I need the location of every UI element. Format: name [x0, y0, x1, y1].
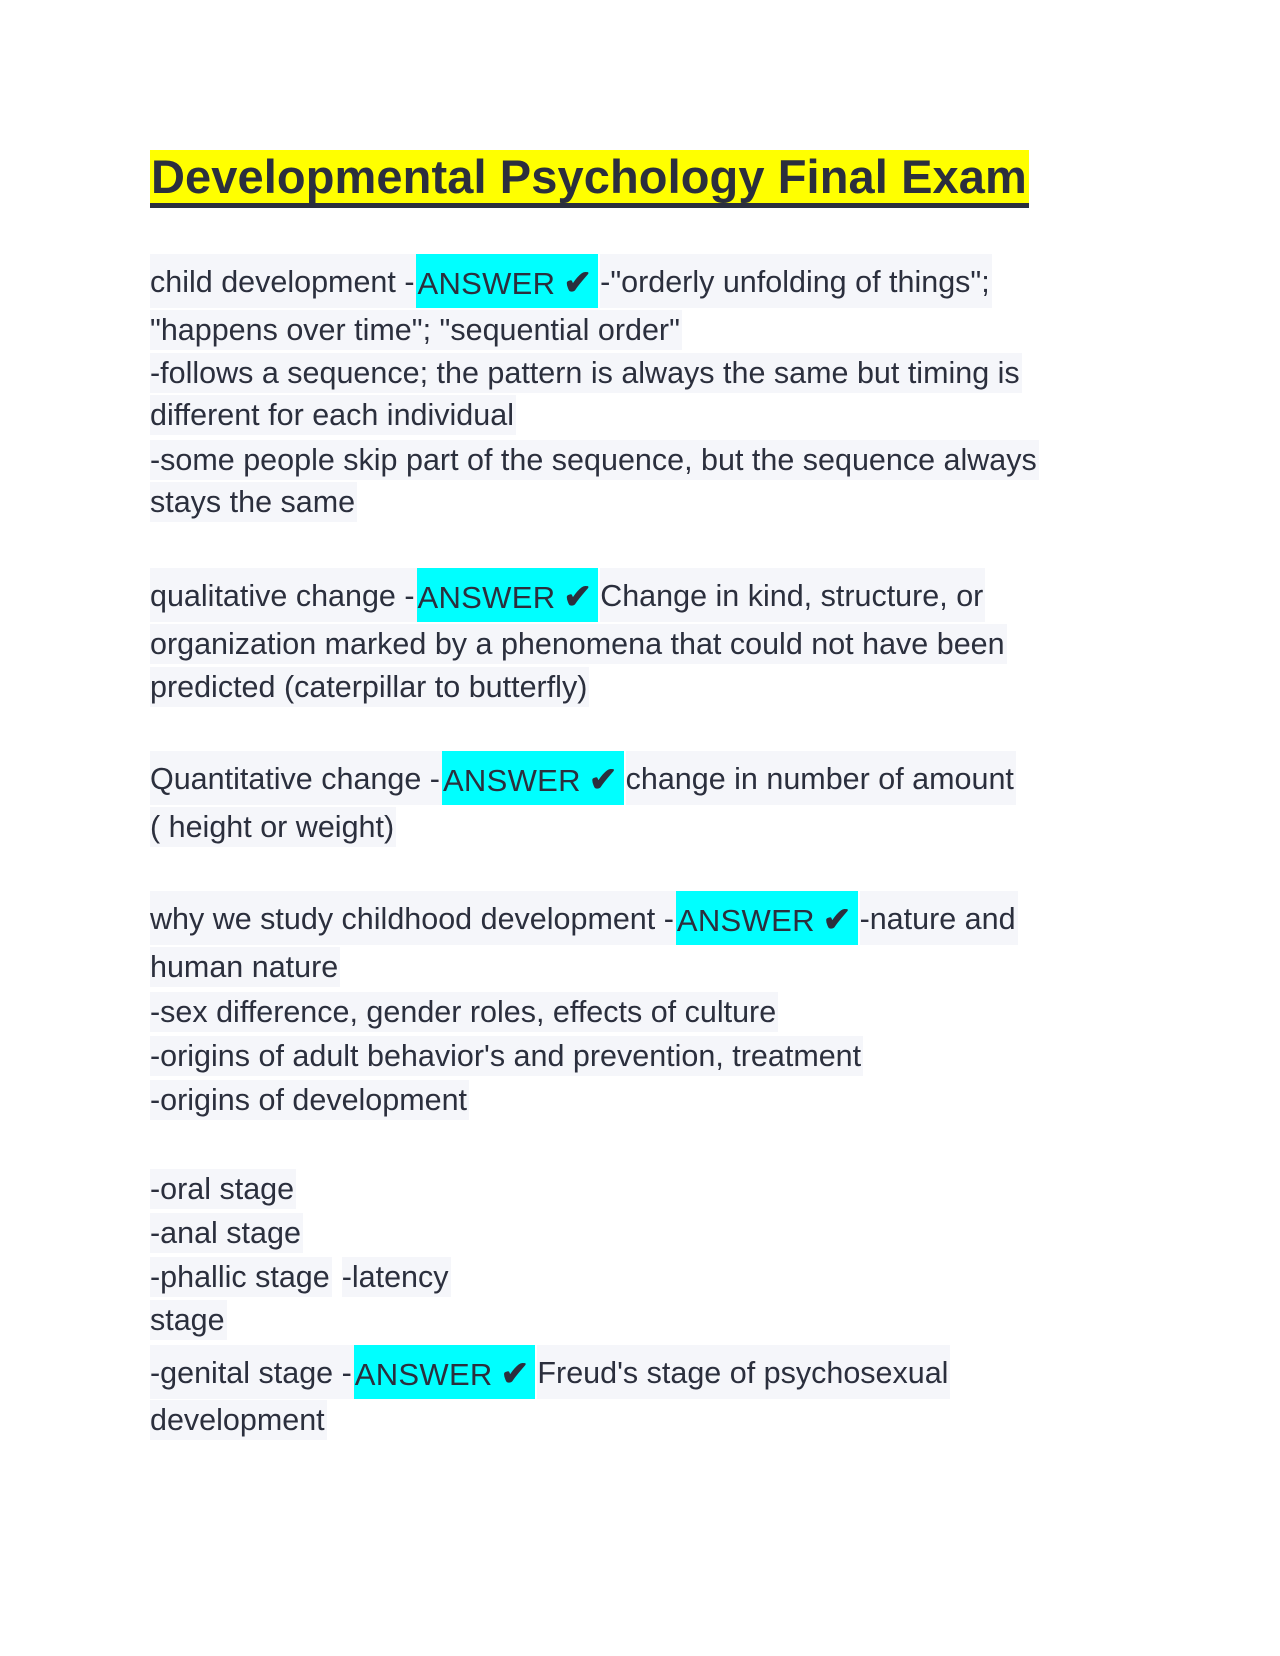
- card-3-term: Quantitative change -: [150, 751, 442, 805]
- document-title: Developmental Psychology Final Exam: [150, 150, 1029, 208]
- card-1-answer-start: -"orderly unfolding of things";: [600, 254, 992, 308]
- card-4-answer-line: -sex difference, gender roles, effects of culture: [150, 992, 778, 1032]
- answer-label: ANSWER: [354, 1357, 493, 1392]
- card-5-question-line: [150, 1345, 950, 1399]
- card-1-answer-line: stays the same: [150, 482, 357, 522]
- answer-badge: [354, 1345, 536, 1399]
- card-1-question-line: [150, 254, 992, 308]
- card-5-term: -genital stage -: [150, 1345, 354, 1399]
- card-5-stage-line: stage: [150, 1300, 227, 1340]
- card-5-stage-line: -anal stage: [150, 1213, 303, 1253]
- card-4-answer-line: -origins of development: [150, 1080, 469, 1120]
- check-icon: ✔: [500, 1355, 530, 1393]
- card-5-stage-line: -latency: [342, 1257, 451, 1297]
- card-2-answer-line: predicted (caterpillar to butterfly): [150, 667, 589, 707]
- card-4-question-line: [150, 891, 1018, 945]
- check-icon: ✔: [822, 901, 852, 939]
- card-4-answer-line: -origins of adult behavior's and prevention, treatment: [150, 1036, 863, 1076]
- card-5-answer-start: Freud's stage of psychosexual: [537, 1345, 950, 1399]
- check-icon: ✔: [563, 578, 593, 616]
- card-1-answer-line: "happens over time"; "sequential order": [150, 310, 682, 350]
- answer-badge: [417, 568, 599, 622]
- card-2-answer-line: organization marked by a phenomena that could not have been: [150, 624, 1007, 664]
- card-2-answer-start: Change in kind, structure, or: [600, 568, 985, 622]
- card-5-answer-line: development: [150, 1400, 327, 1440]
- card-5-stage-line: -oral stage: [150, 1169, 296, 1209]
- check-icon: ✔: [563, 264, 593, 302]
- card-4-term: why we study childhood development -: [150, 891, 676, 945]
- card-4-answer-start: -nature and: [860, 891, 1018, 945]
- card-4-answer-line: human nature: [150, 947, 340, 987]
- card-3-answer-line: ( height or weight): [150, 807, 396, 847]
- card-1-answer-line: -follows a sequence; the pattern is always the same but timing is: [150, 353, 1022, 393]
- card-1-term: child development -: [150, 254, 416, 308]
- answer-badge: [676, 891, 858, 945]
- card-3-answer-start: change in number of amount: [626, 751, 1016, 805]
- card-1-answer-line: -some people skip part of the sequence, but the sequence always: [150, 440, 1039, 480]
- answer-label: ANSWER: [676, 903, 815, 938]
- answer-badge: [442, 751, 624, 805]
- answer-badge: [416, 254, 598, 308]
- card-5-stage-line: -phallic stage: [150, 1257, 332, 1297]
- card-2-term: qualitative change -: [150, 568, 417, 622]
- answer-label: ANSWER: [417, 266, 556, 301]
- card-2-question-line: [150, 568, 985, 622]
- answer-label: ANSWER: [442, 763, 581, 798]
- check-icon: ✔: [588, 761, 618, 799]
- card-3-question-line: [150, 751, 1016, 805]
- answer-label: ANSWER: [417, 580, 556, 615]
- card-1-answer-line: different for each individual: [150, 395, 516, 435]
